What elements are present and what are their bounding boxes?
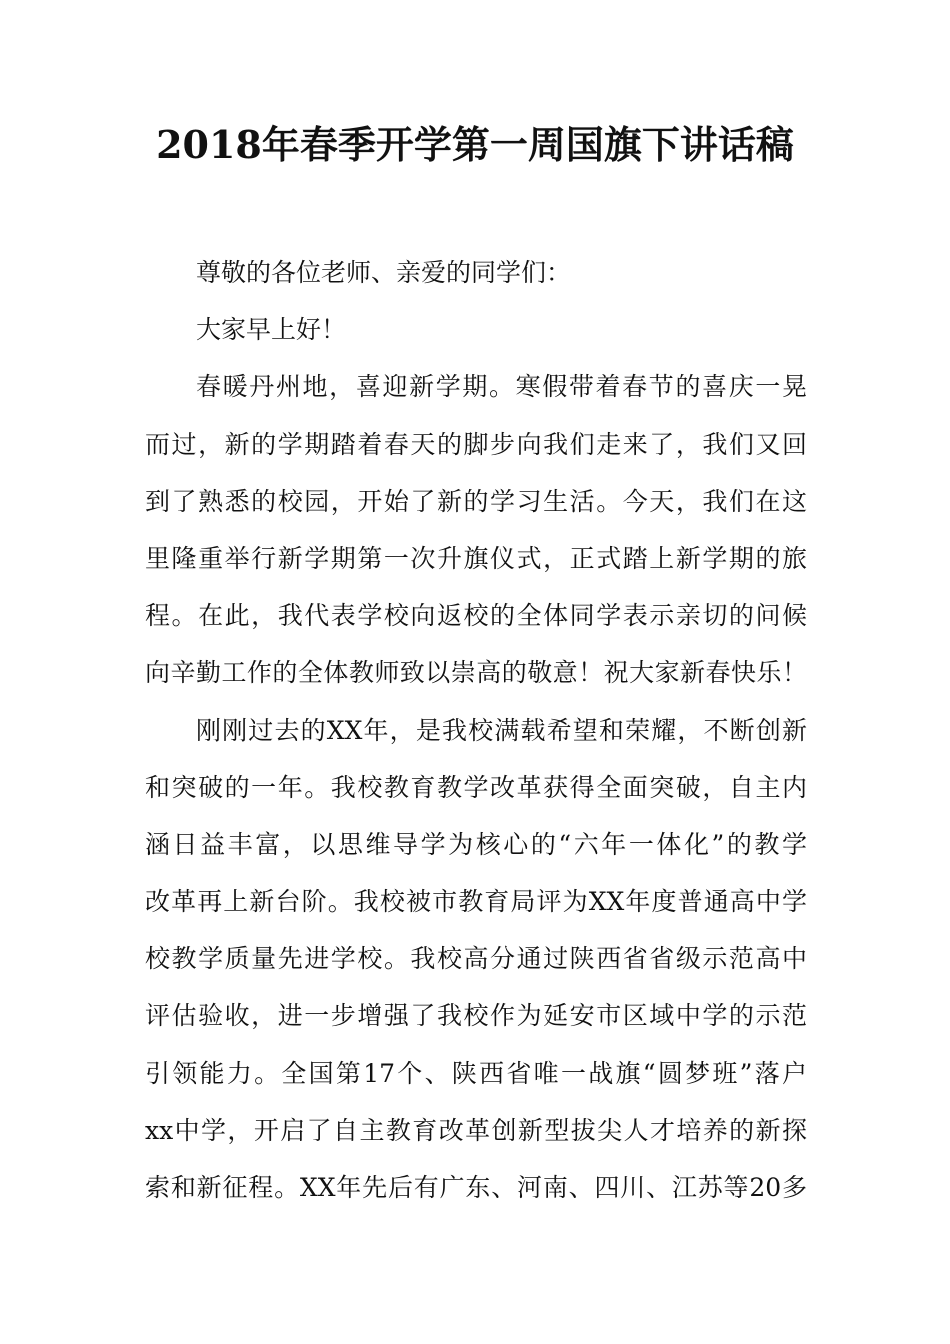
text-line: 向辛勤工作的全体教师致以崇高的敬意！祝大家新春快乐！ [145,658,807,688]
text-line: 大家早上好！ [196,315,347,345]
text-line: 里隆重举行新学期第一次升旗仪式，正式踏上新学期的旅 [145,543,807,573]
text-line: xx中学，开启了自主教育改革创新型拔尖人才培养的新探 [145,1115,807,1145]
text-line: 而过，新的学期踏着春天的脚步向我们走来了，我们又回 [145,429,807,459]
text-line: 春暖丹州地，喜迎新学期。寒假带着春节的喜庆一晃 [196,372,807,402]
text-line: 校教学质量先进学校。我校高分通过陕西省省级示范高中 [145,944,807,974]
text-line: 程。在此，我代表学校向返校的全体同学表示亲切的问候 [145,601,807,631]
text-line: 索和新征程。XX年先后有广东、河南、四川、江苏等20多 [145,1173,807,1202]
text-line: 到了熟悉的校园，开始了新的学习生活。今天，我们在这 [145,486,807,516]
text-line: 刚刚过去的XX年，是我校满载希望和荣耀，不断创新 [196,715,807,745]
text-line: 改革再上新台阶。我校被市教育局评为XX年度普通高中学 [145,887,807,917]
text-line: 尊敬的各位老师、亲爱的同学们： [196,258,572,287]
document-title: 2018年春季开学第一周国旗下讲话稿 [156,122,794,167]
text-line: 引领能力。全国第17个、陕西省唯一战旗“圆梦班”落户 [145,1058,807,1088]
document-body [145,244,807,1216]
text-line: 涵日益丰富，以思维导学为核心的“六年一体化”的教学 [145,829,807,859]
text-line: 评估验收，进一步增强了我校作为延安市区域中学的示范 [145,1001,807,1031]
text-line: 和突破的一年。我校教育教学改革获得全面突破，自主内 [145,772,807,802]
